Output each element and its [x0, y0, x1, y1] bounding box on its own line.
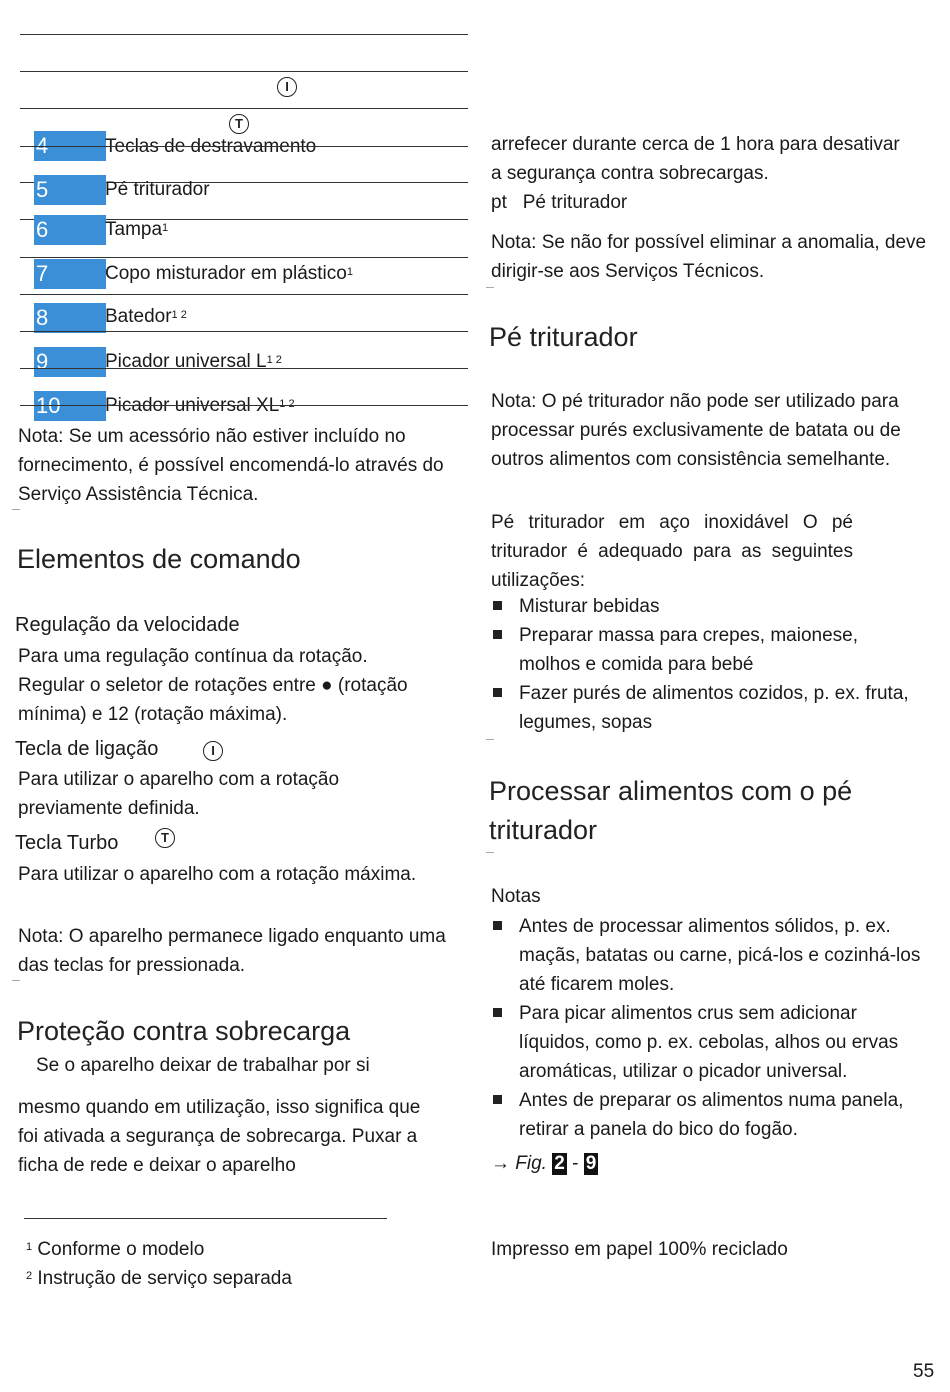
- power-on-icon: I: [203, 741, 223, 761]
- list-item: Fazer purés de alimentos cozidos, p. ex. fruta, legumes, sopas: [491, 679, 911, 737]
- table-rule: [20, 108, 468, 109]
- power-on-icon: I: [277, 77, 297, 97]
- table-rule: [20, 294, 468, 295]
- bullet-icon: [493, 688, 502, 697]
- bullet-icon: [493, 630, 502, 639]
- table-rule: [20, 71, 468, 72]
- footnote-rule: [24, 1218, 387, 1219]
- speed-text: Para uma regulação contínua da rotação. Regular o seletor de rotações entre ● (rotação mínima) e 12 (rotação máxima).: [18, 646, 408, 725]
- part-number: 7: [34, 259, 106, 289]
- part-number: 6: [34, 215, 106, 245]
- part-label: Picador universal $L^{1 2}$: [105, 351, 282, 372]
- bullet-icon: [493, 921, 502, 930]
- list-item: Antes de preparar os alimentos numa panela, retirar a panela do bico do fogão.: [491, 1086, 931, 1144]
- running-title: Pé triturador: [522, 192, 628, 213]
- notes-title: Notas: [491, 886, 541, 907]
- part-number: 9: [34, 347, 106, 377]
- turbo-icon: T: [229, 114, 249, 134]
- divider: [12, 980, 20, 981]
- overload-continued: arrefecer durante cerca de 1 hora para desativar a segurança contra sobrecargas.: [491, 134, 900, 184]
- table-rule: [20, 405, 468, 406]
- footnote-1: $^1$ Conforme o modelo: [26, 1239, 205, 1260]
- turbo-icon: T: [155, 828, 175, 848]
- bullet-icon: [493, 1008, 502, 1017]
- footnote-2: $^2$ Instrução de serviço separada: [26, 1268, 292, 1289]
- turbo-text: Para utilizar o aparelho com a rotação máxima.: [18, 864, 417, 885]
- figure-reference: → Fig. 2 - 9: [491, 1153, 597, 1174]
- divider: [486, 287, 494, 288]
- puree-note: Nota: O pé triturador não pode ser utilizado para processar purés exclusivamente de batata ou de outros alimentos com consistência semelhante.: [491, 391, 901, 470]
- part-number: 5: [34, 175, 106, 205]
- divider: [486, 852, 494, 853]
- anomaly-note: Nota: Se não for possível eliminar a anomalia, deve dirigir-se aos Serviços Técnicos.: [491, 232, 927, 282]
- part-label: Batedor$^{1 2}$: [105, 306, 187, 327]
- part-label: Copo misturador em plástico$^1$: [105, 263, 353, 284]
- on-key-text: Para utilizar o aparelho com a rotação previamente definida.: [18, 769, 340, 819]
- on-key-title: Tecla de ligação: [15, 738, 159, 760]
- process-heading: Processar alimentos com o pé triturador: [489, 776, 853, 845]
- language-code: pt: [491, 192, 507, 213]
- notes-list: [491, 912, 931, 1144]
- part-number: 10: [34, 391, 106, 421]
- overload-line: Se o aparelho deixar de trabalhar por si: [36, 1055, 370, 1076]
- part-label: Teclas de destravamento: [105, 136, 317, 157]
- list-item: Para picar alimentos crus sem adicionar líquidos, como p. ex. cebolas, alhos ou ervas aromáticas, utilizar o picador universal.: [491, 999, 931, 1086]
- divider: [486, 739, 494, 740]
- divider: [12, 509, 20, 510]
- table-rule: [20, 257, 468, 258]
- blender-heading: Pé triturador: [489, 322, 638, 352]
- pressed-note: Nota: O aparelho permanece ligado enquanto uma das teclas for pressionada.: [18, 926, 446, 976]
- part-number: 4: [34, 131, 106, 161]
- part-label: Tampa$^1$: [105, 219, 169, 240]
- accessory-note: Nota: Se um acessório não estiver incluído no fornecimento, é possível encomendá-lo através do Serviço Assistência Técnica.: [18, 426, 444, 505]
- list-item: Antes de processar alimentos sólidos, p. ex. maçãs, batatas ou carne, picá-los e cozinhá-los até ficarem moles.: [491, 912, 931, 999]
- list-item: Misturar bebidas: [491, 592, 911, 621]
- part-number: 8: [34, 303, 106, 333]
- overload-text: mesmo quando em utilização, isso significa que foi ativada a segurança de sobrecarga. Puxar a ficha de rede e deixar o aparelho: [18, 1097, 421, 1176]
- part-label: Picador universal $XL^{1 2}$: [105, 395, 295, 416]
- part-label: Pé triturador: [105, 179, 210, 200]
- controls-heading: Elementos de comando: [17, 544, 301, 574]
- table-rule: [20, 146, 468, 147]
- table-rule: [20, 331, 468, 332]
- bullet-icon: [493, 1095, 502, 1104]
- table-rule: [20, 368, 468, 369]
- table-rule: [20, 34, 468, 35]
- stainless-text: Pé triturador em aço inoxidável O pé triturador é adequado para as seguintes utilizações:: [491, 512, 853, 591]
- page-number: 55: [913, 1361, 935, 1382]
- list-item: Preparar massa para crepes, maionese, molhos e comida para bebé: [491, 621, 911, 679]
- running-header: [491, 188, 627, 217]
- turbo-title: Tecla Turbo: [15, 832, 119, 854]
- bullet-icon: [493, 601, 502, 610]
- uses-list: [491, 592, 911, 737]
- overload-heading: Proteção contra sobrecarga: [17, 1016, 351, 1046]
- recycled-note: Impresso em papel 100% reciclado: [491, 1239, 788, 1260]
- speed-title: Regulação da velocidade: [15, 614, 240, 636]
